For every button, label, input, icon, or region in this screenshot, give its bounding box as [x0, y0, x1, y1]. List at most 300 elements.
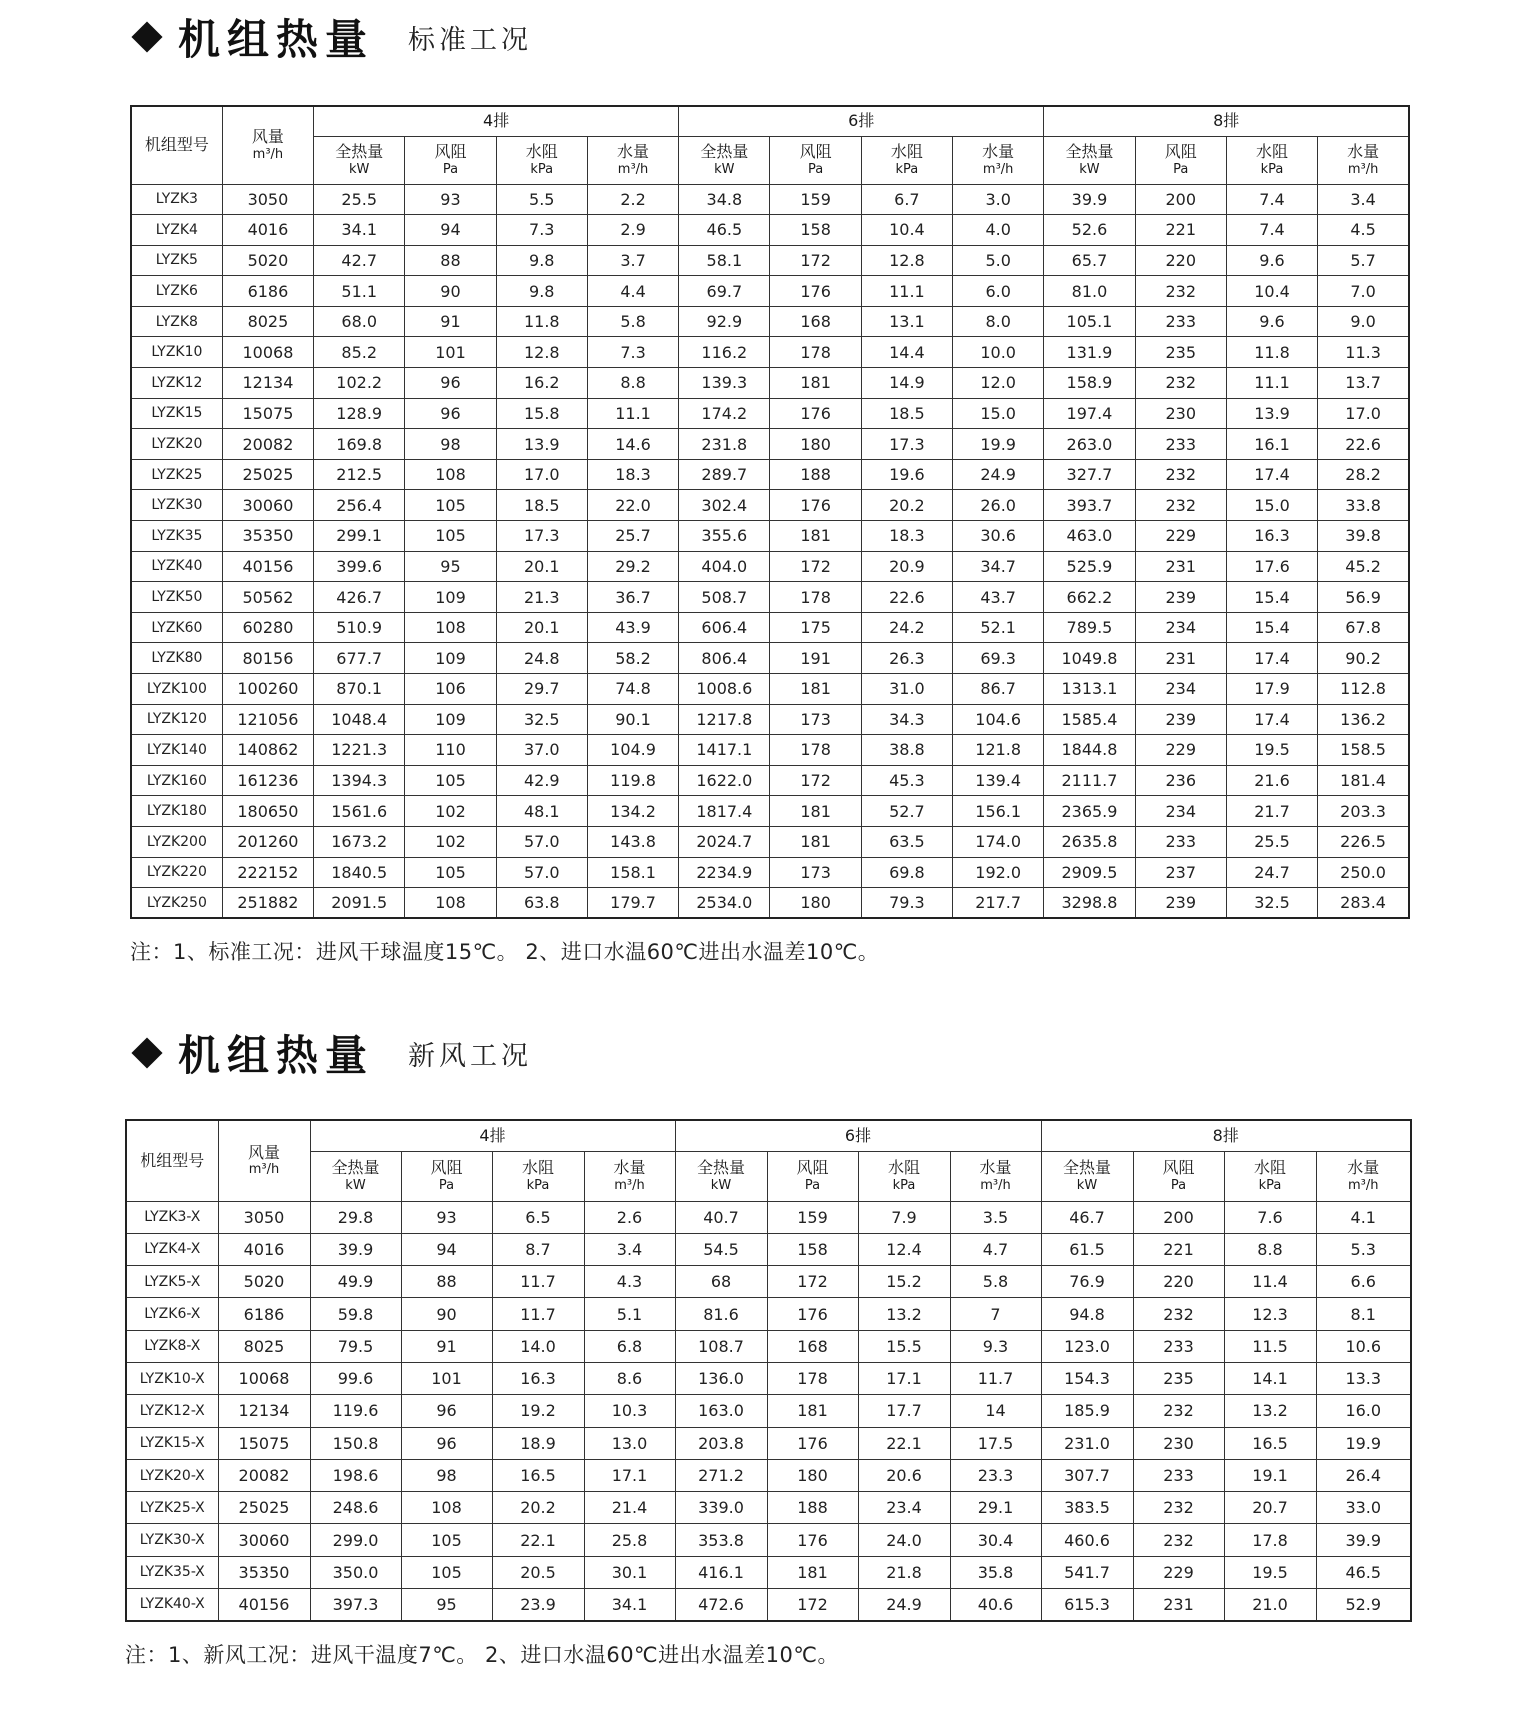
section-title-fresh-air — [130, 1023, 532, 1083]
data-cell: 19.2 — [492, 1395, 584, 1427]
sub-header-mh — [584, 1151, 675, 1201]
data-cell: 233 — [1135, 429, 1226, 460]
data-cell: 7.6 — [1224, 1201, 1316, 1233]
sub-header-unit: m³/h — [1347, 161, 1379, 177]
data-cell: 236 — [1135, 765, 1226, 796]
data-cell: 19.1 — [1224, 1459, 1316, 1491]
sub-header-unit: kPa — [526, 1177, 550, 1193]
model-cell: LYZK60 — [131, 612, 222, 643]
data-cell: 86.7 — [953, 674, 1044, 705]
group-header-6-rows: 6排 — [679, 106, 1044, 136]
sub-header-unit: Pa — [438, 1177, 455, 1193]
data-cell: 393.7 — [1044, 490, 1135, 521]
data-cell: 79.3 — [861, 888, 952, 919]
data-cell: 5.8 — [950, 1266, 1041, 1298]
model-cell: LYZK4 — [131, 215, 222, 246]
data-cell: 39.9 — [310, 1233, 401, 1265]
data-cell: 25.8 — [584, 1524, 675, 1556]
sub-header-unit: kPa — [1260, 161, 1284, 177]
data-cell: 8.1 — [1316, 1298, 1411, 1330]
data-cell: 11.8 — [1226, 337, 1317, 368]
model-cell: LYZK12 — [131, 368, 222, 399]
data-cell: 200 — [1133, 1201, 1224, 1233]
data-cell: 15.0 — [953, 398, 1044, 429]
data-cell: 26.4 — [1316, 1459, 1411, 1491]
data-cell: 11.8 — [496, 306, 587, 337]
data-cell: 339.0 — [675, 1492, 767, 1524]
data-cell: 4016 — [222, 215, 313, 246]
data-cell: 397.3 — [310, 1589, 401, 1621]
data-cell: 404.0 — [679, 551, 770, 582]
sub-header-unit: m³/h — [614, 1177, 645, 1193]
data-cell: 2234.9 — [679, 857, 770, 888]
data-cell: 11.7 — [950, 1362, 1041, 1394]
table-row — [131, 735, 1409, 766]
data-cell: 43.9 — [587, 612, 678, 643]
data-cell: 20.7 — [1224, 1492, 1316, 1524]
data-cell: 1844.8 — [1044, 735, 1135, 766]
data-cell: 42.9 — [496, 765, 587, 796]
data-cell: 3298.8 — [1044, 888, 1135, 919]
data-cell: 105.1 — [1044, 306, 1135, 337]
sub-header-pa — [1133, 1151, 1224, 1201]
data-cell: 178 — [767, 1362, 858, 1394]
model-cell: LYZK30-X — [126, 1524, 218, 1556]
data-cell: 40.7 — [675, 1201, 767, 1233]
sub-header-label: 水阻 — [1253, 1158, 1286, 1178]
data-cell: 81.0 — [1044, 276, 1135, 307]
sub-header-label: 全热量 — [331, 1158, 380, 1178]
data-cell: 36.7 — [587, 582, 678, 613]
data-cell: 172 — [767, 1266, 858, 1298]
data-cell: 9.6 — [1226, 245, 1317, 276]
data-cell: 98 — [401, 1459, 492, 1491]
data-cell: 17.4 — [1226, 643, 1317, 674]
data-cell: 10068 — [222, 337, 313, 368]
data-cell: 10.4 — [1226, 276, 1317, 307]
data-cell: 203.8 — [675, 1427, 767, 1459]
data-cell: 90.1 — [587, 704, 678, 735]
data-cell: 191 — [770, 643, 861, 674]
data-cell: 1217.8 — [679, 704, 770, 735]
airflow-header-unit: m³/h — [248, 1162, 280, 1178]
data-cell: 1048.4 — [314, 704, 405, 735]
table-row — [131, 888, 1409, 919]
table-row — [126, 1330, 1411, 1362]
data-cell: 7.3 — [587, 337, 678, 368]
data-cell: 163.0 — [675, 1395, 767, 1427]
data-cell: 131.9 — [1044, 337, 1135, 368]
data-cell: 230 — [1133, 1427, 1224, 1459]
model-cell: LYZK12-X — [126, 1395, 218, 1427]
data-cell: 95 — [405, 551, 496, 582]
data-cell: 94 — [401, 1233, 492, 1265]
model-cell: LYZK160 — [131, 765, 222, 796]
sub-header-pa — [1135, 136, 1226, 184]
data-cell: 175 — [770, 612, 861, 643]
data-cell: 25.5 — [1226, 826, 1317, 857]
data-cell: 5020 — [222, 245, 313, 276]
data-cell: 17.5 — [950, 1427, 1041, 1459]
sub-header-pa — [405, 136, 496, 184]
sub-header-label: 风阻 — [430, 1158, 463, 1178]
data-cell: 159 — [767, 1201, 858, 1233]
data-cell: 24.9 — [858, 1589, 950, 1621]
data-cell: 8.6 — [584, 1362, 675, 1394]
data-cell: 93 — [405, 184, 496, 215]
sub-header-unit: Pa — [1173, 161, 1189, 177]
data-cell: 3.0 — [953, 184, 1044, 215]
data-cell: 16.2 — [496, 368, 587, 399]
sub-header-unit: m³/h — [982, 161, 1014, 177]
data-cell: 181.4 — [1318, 765, 1409, 796]
data-cell: 231 — [1133, 1589, 1224, 1621]
data-cell: 21.0 — [1224, 1589, 1316, 1621]
data-cell: 69.8 — [861, 857, 952, 888]
model-cell: LYZK5 — [131, 245, 222, 276]
sub-header-label: 全热量 — [335, 142, 384, 162]
sub-header-label: 全热量 — [1065, 142, 1114, 162]
data-cell: 25025 — [218, 1492, 310, 1524]
data-cell: 4.4 — [587, 276, 678, 307]
data-cell: 233 — [1135, 306, 1226, 337]
data-cell: 350.0 — [310, 1556, 401, 1588]
data-cell: 20.1 — [496, 551, 587, 582]
data-cell: 233 — [1133, 1459, 1224, 1491]
model-cell: LYZK35 — [131, 521, 222, 552]
data-cell: 263.0 — [1044, 429, 1135, 460]
data-cell: 2024.7 — [679, 826, 770, 857]
data-cell: 1622.0 — [679, 765, 770, 796]
data-cell: 100260 — [222, 674, 313, 705]
sub-header-kpa — [858, 1151, 950, 1201]
data-cell: 222152 — [222, 857, 313, 888]
data-cell: 178 — [770, 337, 861, 368]
data-cell: 22.6 — [861, 582, 952, 613]
data-cell: 81.6 — [675, 1298, 767, 1330]
data-cell: 11.3 — [1318, 337, 1409, 368]
data-cell: 13.0 — [584, 1427, 675, 1459]
data-cell: 541.7 — [1041, 1556, 1133, 1588]
data-cell: 181 — [770, 368, 861, 399]
data-cell: 69.7 — [679, 276, 770, 307]
data-cell: 232 — [1133, 1298, 1224, 1330]
data-cell: 109 — [405, 582, 496, 613]
data-cell: 416.1 — [675, 1556, 767, 1588]
data-cell: 179.7 — [587, 888, 678, 919]
data-cell: 232 — [1135, 368, 1226, 399]
data-cell: 94.8 — [1041, 1298, 1133, 1330]
table-row — [131, 612, 1409, 643]
group-header-8-rows: 8排 — [1044, 106, 1409, 136]
sub-header-unit: Pa — [1170, 1177, 1187, 1193]
sub-header-unit: kPa — [530, 161, 554, 177]
data-cell: 174.2 — [679, 398, 770, 429]
data-cell: 472.6 — [675, 1589, 767, 1621]
data-cell: 35.8 — [950, 1556, 1041, 1588]
sub-header-label: 水阻 — [521, 1158, 554, 1178]
data-cell: 88 — [405, 245, 496, 276]
data-cell: 176 — [767, 1524, 858, 1556]
data-cell: 181 — [767, 1395, 858, 1427]
data-cell: 17.4 — [1226, 704, 1317, 735]
data-cell: 17.3 — [496, 521, 587, 552]
data-cell: 50562 — [222, 582, 313, 613]
data-cell: 197.4 — [1044, 398, 1135, 429]
data-cell: 12.4 — [858, 1233, 950, 1265]
sub-header-label: 全热量 — [696, 1158, 745, 1178]
data-cell: 8.8 — [1224, 1233, 1316, 1265]
data-cell: 19.9 — [1316, 1427, 1411, 1459]
table-row — [131, 826, 1409, 857]
data-cell: 232 — [1135, 459, 1226, 490]
data-cell: 22.1 — [492, 1524, 584, 1556]
model-cell: LYZK10 — [131, 337, 222, 368]
data-cell: 74.8 — [587, 674, 678, 705]
table-row — [126, 1233, 1411, 1265]
data-cell: 95 — [401, 1589, 492, 1621]
model-cell: LYZK100 — [131, 674, 222, 705]
data-cell: 76.9 — [1041, 1266, 1133, 1298]
group-header-8-rows: 8排 — [1041, 1120, 1411, 1151]
data-cell: 39.8 — [1318, 521, 1409, 552]
data-cell: 23.4 — [858, 1492, 950, 1524]
data-cell: 91 — [401, 1330, 492, 1362]
data-cell: 88 — [401, 1266, 492, 1298]
sub-header-unit: m³/h — [980, 1177, 1011, 1193]
data-cell: 105 — [405, 857, 496, 888]
data-cell: 69.3 — [953, 643, 1044, 674]
sub-header-label: 风阻 — [799, 142, 832, 162]
model-cell: LYZK80 — [131, 643, 222, 674]
sub-header-label: 水阻 — [890, 142, 923, 162]
data-cell: 168 — [770, 306, 861, 337]
data-cell: 176 — [770, 276, 861, 307]
data-cell: 17.3 — [861, 429, 952, 460]
table-row — [126, 1266, 1411, 1298]
data-cell: 463.0 — [1044, 521, 1135, 552]
data-cell: 15.0 — [1226, 490, 1317, 521]
sub-header-kw — [314, 136, 405, 184]
data-cell: 173 — [770, 704, 861, 735]
data-cell: 13.1 — [861, 306, 952, 337]
model-cell: LYZK8-X — [126, 1330, 218, 1362]
data-cell: 96 — [405, 368, 496, 399]
table-row — [126, 1459, 1411, 1491]
data-cell: 63.5 — [861, 826, 952, 857]
data-cell: 15.8 — [496, 398, 587, 429]
data-cell: 271.2 — [675, 1459, 767, 1491]
airflow-header-label: 风量 — [251, 127, 284, 147]
data-cell: 231.0 — [1041, 1427, 1133, 1459]
data-cell: 172 — [770, 765, 861, 796]
data-cell: 7.9 — [858, 1201, 950, 1233]
data-cell: 68 — [675, 1266, 767, 1298]
data-cell: 15.4 — [1226, 612, 1317, 643]
table-row — [126, 1556, 1411, 1588]
data-cell: 9.3 — [950, 1330, 1041, 1362]
data-cell: 229 — [1133, 1556, 1224, 1588]
data-cell: 21.4 — [584, 1492, 675, 1524]
sub-header-unit: Pa — [807, 161, 824, 177]
table-row — [131, 429, 1409, 460]
section-title-sub: 新风工况 — [408, 1040, 533, 1072]
data-cell: 6.7 — [861, 184, 952, 215]
data-cell: 99.6 — [310, 1362, 401, 1394]
table-row — [131, 215, 1409, 246]
model-cell: LYZK20 — [131, 429, 222, 460]
data-cell: 426.7 — [314, 582, 405, 613]
data-cell: 180 — [767, 1459, 858, 1491]
sub-header-kw — [1041, 1151, 1133, 1201]
data-cell: 16.3 — [492, 1362, 584, 1394]
data-cell: 22.1 — [858, 1427, 950, 1459]
data-cell: 5.0 — [953, 245, 1044, 276]
data-cell: 15075 — [222, 398, 313, 429]
model-cell: LYZK180 — [131, 796, 222, 827]
data-cell: 6.5 — [492, 1201, 584, 1233]
data-cell: 20.2 — [492, 1492, 584, 1524]
data-cell: 34.8 — [679, 184, 770, 215]
data-cell: 14 — [950, 1395, 1041, 1427]
data-cell: 299.0 — [310, 1524, 401, 1556]
data-cell: 33.8 — [1318, 490, 1409, 521]
data-cell: 3.4 — [584, 1233, 675, 1265]
data-cell: 201260 — [222, 826, 313, 857]
data-cell: 21.8 — [858, 1556, 950, 1588]
data-cell: 7 — [950, 1298, 1041, 1330]
data-cell: 8.8 — [587, 368, 678, 399]
data-cell: 233 — [1135, 826, 1226, 857]
sub-header-unit: kW — [1076, 1177, 1098, 1193]
section-title-standard — [130, 7, 532, 67]
data-cell: 7.3 — [496, 215, 587, 246]
data-cell: 233 — [1133, 1330, 1224, 1362]
data-cell: 234 — [1135, 796, 1226, 827]
table-row — [131, 337, 1409, 368]
data-cell: 8025 — [222, 306, 313, 337]
table-row — [131, 582, 1409, 613]
table-row — [131, 276, 1409, 307]
sub-header-label: 风阻 — [1164, 142, 1197, 162]
data-cell: 25025 — [222, 459, 313, 490]
sub-header-label: 水量 — [982, 142, 1015, 162]
diamond-bullet-icon — [131, 1037, 162, 1068]
data-cell: 6.6 — [1316, 1266, 1411, 1298]
sub-header-unit: Pa — [442, 161, 459, 177]
data-cell: 5.7 — [1318, 245, 1409, 276]
data-cell: 116.2 — [679, 337, 770, 368]
data-cell: 19.6 — [861, 459, 952, 490]
data-cell: 90 — [405, 276, 496, 307]
data-cell: 10.6 — [1316, 1330, 1411, 1362]
sub-header-label: 风阻 — [796, 1158, 829, 1178]
data-cell: 198.6 — [310, 1459, 401, 1491]
data-cell: 17.0 — [496, 459, 587, 490]
data-cell: 17.9 — [1226, 674, 1317, 705]
table-row — [126, 1201, 1411, 1233]
sub-header-kpa — [1224, 1151, 1316, 1201]
data-cell: 21.6 — [1226, 765, 1317, 796]
data-cell: 20082 — [218, 1459, 310, 1491]
data-cell: 139.3 — [679, 368, 770, 399]
data-cell: 34.7 — [953, 551, 1044, 582]
data-cell: 173 — [770, 857, 861, 888]
data-cell: 15.2 — [858, 1266, 950, 1298]
data-cell: 34.1 — [584, 1589, 675, 1621]
model-cell: LYZK6 — [131, 276, 222, 307]
data-cell: 51.1 — [314, 276, 405, 307]
table-row — [126, 1395, 1411, 1427]
data-cell: 169.8 — [314, 429, 405, 460]
data-cell: 40156 — [218, 1589, 310, 1621]
data-cell: 60280 — [222, 612, 313, 643]
heat-table-fresh-air — [125, 1119, 1412, 1622]
data-cell: 3050 — [218, 1201, 310, 1233]
data-cell: 220 — [1135, 245, 1226, 276]
sub-header-pa — [767, 1151, 858, 1201]
data-cell: 806.4 — [679, 643, 770, 674]
data-cell: 54.5 — [675, 1233, 767, 1265]
data-cell: 14.0 — [492, 1330, 584, 1362]
data-cell: 2111.7 — [1044, 765, 1135, 796]
sub-header-label: 水量 — [617, 142, 650, 162]
data-cell: 63.8 — [496, 888, 587, 919]
data-cell: 112.8 — [1318, 674, 1409, 705]
data-cell: 121.8 — [953, 735, 1044, 766]
model-cell: LYZK10-X — [126, 1362, 218, 1394]
data-cell: 109 — [405, 643, 496, 674]
model-cell: LYZK35-X — [126, 1556, 218, 1588]
data-cell: 9.6 — [1226, 306, 1317, 337]
data-cell: 61.5 — [1041, 1233, 1133, 1265]
data-cell: 56.9 — [1318, 582, 1409, 613]
section-title-main: 机组热量 — [178, 1031, 375, 1080]
data-cell: 234 — [1135, 674, 1226, 705]
data-cell: 8.7 — [492, 1233, 584, 1265]
data-cell: 29.1 — [950, 1492, 1041, 1524]
data-cell: 30.6 — [953, 521, 1044, 552]
data-cell: 154.3 — [1041, 1362, 1133, 1394]
data-cell: 57.0 — [496, 857, 587, 888]
data-cell: 121056 — [222, 704, 313, 735]
data-cell: 12134 — [218, 1395, 310, 1427]
data-cell: 13.3 — [1316, 1362, 1411, 1394]
data-cell: 7.4 — [1226, 184, 1317, 215]
model-cell: LYZK5-X — [126, 1266, 218, 1298]
data-cell: 143.8 — [587, 826, 678, 857]
data-cell: 105 — [401, 1556, 492, 1588]
data-cell: 17.4 — [1226, 459, 1317, 490]
data-cell: 1417.1 — [679, 735, 770, 766]
data-cell: 26.3 — [861, 643, 952, 674]
data-cell: 17.1 — [858, 1362, 950, 1394]
data-cell: 176 — [767, 1298, 858, 1330]
table-row — [131, 551, 1409, 582]
table-row — [131, 674, 1409, 705]
data-cell: 24.2 — [861, 612, 952, 643]
airflow-header — [218, 1120, 310, 1201]
sub-header-unit: kPa — [1258, 1177, 1282, 1193]
data-cell: 46.7 — [1041, 1201, 1133, 1233]
sub-header-label: 水量 — [1347, 142, 1380, 162]
data-cell: 1221.3 — [314, 735, 405, 766]
sub-header-label: 水阻 — [887, 1158, 920, 1178]
data-cell: 23.9 — [492, 1589, 584, 1621]
data-cell: 158 — [767, 1233, 858, 1265]
data-cell: 17.1 — [584, 1459, 675, 1491]
data-cell: 355.6 — [679, 521, 770, 552]
